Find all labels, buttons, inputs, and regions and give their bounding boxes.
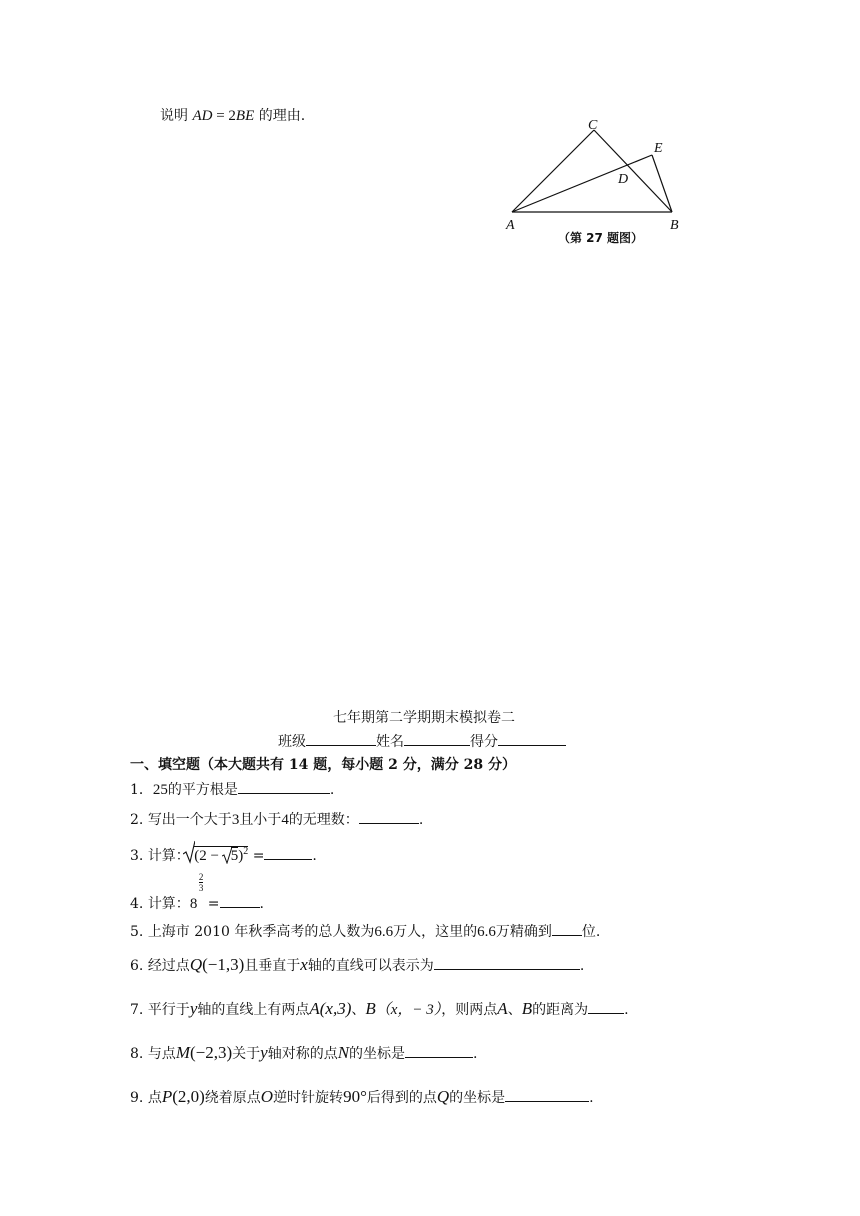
question-6: 6. 经过点Q(−1,3)且垂直于x轴的直线可以表示为 . <box>130 955 585 974</box>
figure-caption: （第 27 题图） <box>558 231 644 245</box>
question-7: 7. 平行于y轴的直线上有两点A(x,3)、B（x，− 3），则两点A、B的距离为 . <box>130 999 629 1018</box>
question-4: 4. 计算：8 2 3 = . <box>130 872 264 912</box>
name-label: 姓名 <box>376 734 404 750</box>
segment-eb <box>652 155 672 212</box>
sqrt-expression: (2 − 5)$^2$ <box>194 846 248 865</box>
power-expression: 8 2 3 <box>189 872 204 912</box>
label-b: B <box>670 218 679 233</box>
segment-be: BE <box>235 108 255 124</box>
section-heading: 一、填空题（本大题共有 14 题，每小题 2 分，满分 28 分） <box>130 757 516 773</box>
label-d: D <box>618 172 629 187</box>
segment-ad: AD <box>192 108 213 124</box>
score-field[interactable] <box>498 731 566 746</box>
answer-blank-2[interactable] <box>359 809 419 824</box>
inner-radical-sign-icon <box>222 846 232 864</box>
info-line <box>278 731 566 751</box>
class-label: 班级 <box>278 734 306 750</box>
answer-blank-9[interactable] <box>505 1087 589 1102</box>
q27-statement: 说明 AD = 2BE 的理由. <box>160 108 306 124</box>
segment-ac <box>512 130 594 212</box>
question-2: 2. 写出一个大于3且小于4的无理数： . <box>130 809 423 829</box>
geometry-figure <box>500 112 700 252</box>
question-1: 1．25的平方根是 . <box>130 779 334 799</box>
label-c: C <box>588 118 598 133</box>
answer-blank-8[interactable] <box>405 1043 473 1058</box>
answer-blank-4[interactable] <box>220 893 260 908</box>
answer-blank-6[interactable] <box>434 955 580 970</box>
answer-blank-3[interactable] <box>264 845 312 860</box>
question-5: 5. 上海市 2010 年秋季高考的总人数为6.6万人，这里的6.6万精确到 位. <box>130 921 600 941</box>
answer-blank-7[interactable] <box>588 999 624 1014</box>
fraction-exponent: 2 3 <box>198 872 204 893</box>
answer-blank-5[interactable] <box>552 921 582 936</box>
label-e: E <box>654 141 663 156</box>
class-field[interactable] <box>306 731 376 746</box>
question-8: 8. 与点M(−2,3)关于y轴对称的点N的坐标是 . <box>130 1043 478 1062</box>
label-a: A <box>506 218 515 233</box>
exam-title: 七年期第二学期期末模拟卷二 <box>333 710 515 726</box>
question-3: 3. 计算： (2 − 5)$^2$ = . <box>130 845 317 865</box>
segment-ae <box>512 155 652 212</box>
answer-blank-1[interactable] <box>238 779 330 794</box>
name-field[interactable] <box>404 731 470 746</box>
score-label: 得分 <box>470 734 498 750</box>
question-9: 9. 点P(2,0)绕着原点O逆时针旋转90°后得到的点Q的坐标是 . <box>130 1087 594 1106</box>
radical-sign-icon <box>183 840 195 864</box>
